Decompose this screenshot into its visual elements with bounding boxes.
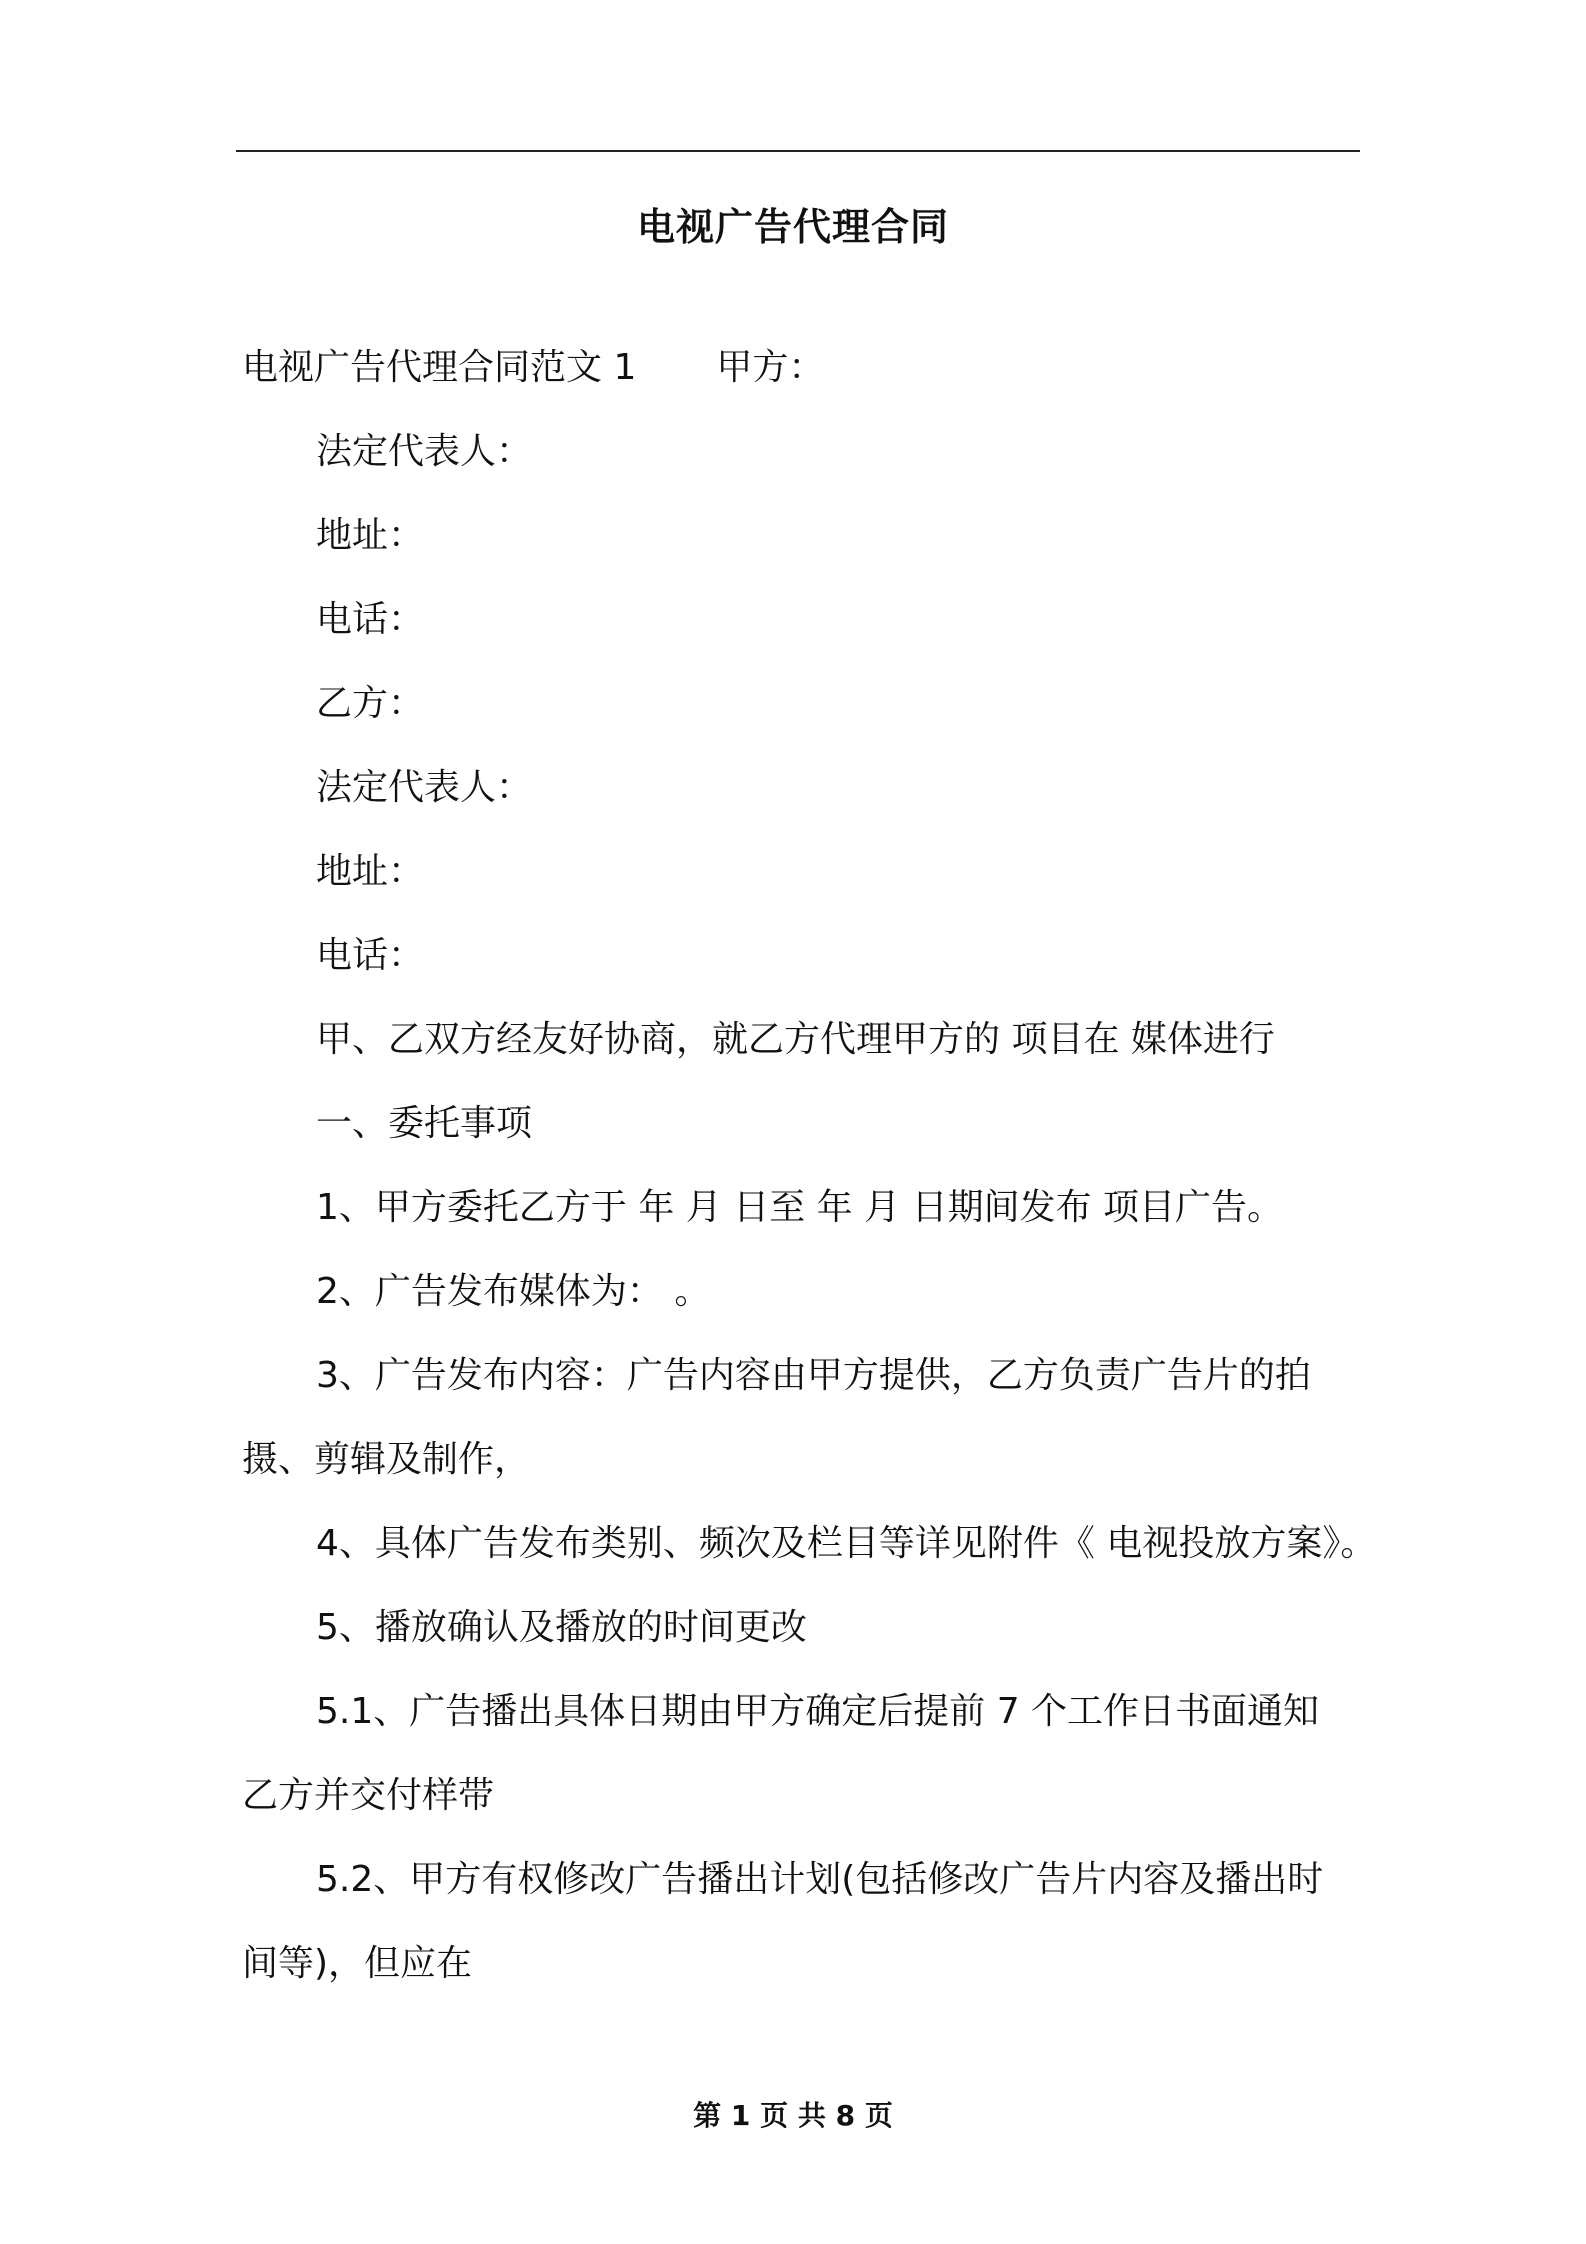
text-line: 5、播放确认及播放的时间更改 bbox=[316, 1607, 807, 1648]
text-line: 3、广告发布内容：广告内容由甲方提供，乙方负责广告片的拍 bbox=[316, 1355, 1311, 1396]
text-line: 甲、乙双方经友好协商，就乙方代理甲方的 项目在 媒体进行 bbox=[316, 1019, 1275, 1060]
text-line: 摄、剪辑及制作， bbox=[242, 1439, 531, 1480]
text-line: 地址： bbox=[316, 515, 425, 556]
text-line: 1、甲方委托乙方于 年 月 日至 年 月 日期间发布 项目广告。 bbox=[316, 1187, 1284, 1228]
page-footer: 第 1 页 共 8 页 bbox=[693, 2099, 893, 2132]
text-line: 4、具体广告发布类别、频次及栏目等详见附件《 电视投放方案》。 bbox=[316, 1523, 1377, 1564]
party-a-label: 甲方： bbox=[716, 347, 825, 388]
text-line: 乙方： bbox=[316, 683, 425, 724]
text-line: 电话： bbox=[316, 935, 425, 976]
document-body bbox=[242, 326, 1377, 2006]
document-title: 电视广告代理合同 bbox=[636, 205, 949, 249]
text-line bbox=[242, 326, 1358, 410]
text-line: 5.2、甲方有权修改广告播出计划(包括修改广告片内容及播出时 bbox=[316, 1859, 1324, 1900]
text-line: 法定代表人： bbox=[316, 431, 533, 472]
section-heading: 一、委托事项 bbox=[316, 1103, 533, 1144]
text-line: 间等)，但应在 bbox=[242, 1943, 473, 1984]
text-line: 乙方并交付样带 bbox=[242, 1775, 495, 1816]
text-line: 法定代表人： bbox=[316, 767, 533, 808]
text-line: 地址： bbox=[316, 851, 425, 892]
header-rule bbox=[236, 150, 1360, 152]
text-line: 5.1、广告播出具体日期由甲方确定后提前 7 个工作日书面通知 bbox=[316, 1691, 1320, 1732]
text-line: 2、广告发布媒体为： 。 bbox=[316, 1271, 711, 1312]
text-line: 电话： bbox=[316, 599, 425, 640]
contract-sample-heading: 电视广告代理合同范文 1 bbox=[242, 347, 637, 388]
